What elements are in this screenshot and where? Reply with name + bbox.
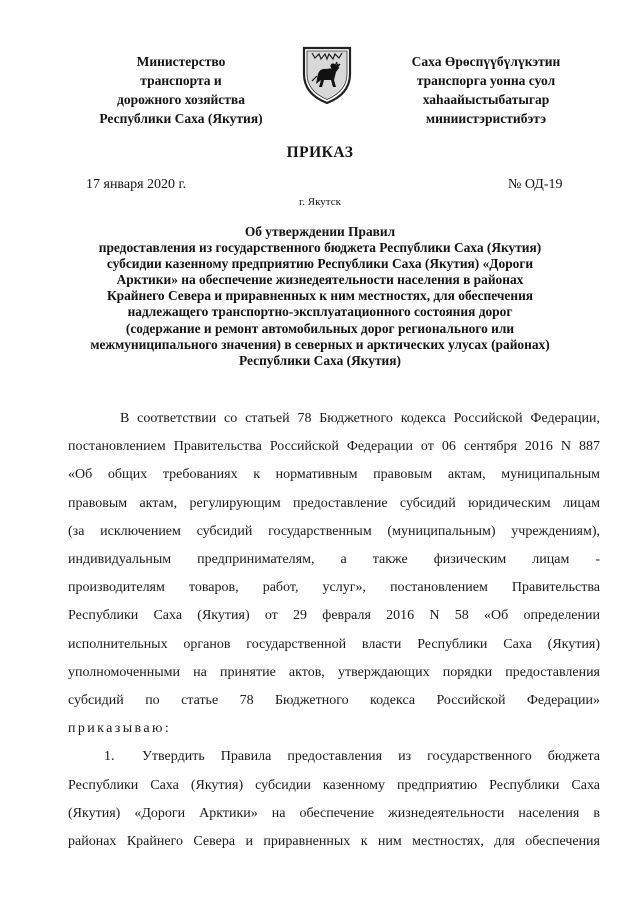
subject-line: Об утверждении Правил [244, 224, 396, 239]
ministry-line: миниистэристибэтэ [425, 111, 547, 126]
body-line: Утвердить Правила предоставления из государственного бюджета [142, 749, 600, 765]
subject-line: субсидии казенному предприятию Республики Саха (Якутия) «Дороги [106, 256, 534, 272]
ministry-name-yakut [372, 52, 600, 128]
body-line: (Якутия) «Дороги Арктики» на обеспечение жизнедеятельности населения в [68, 805, 600, 821]
order-city: г. Якутск [299, 196, 341, 208]
item-number: 1. [104, 749, 115, 765]
item-1-first-line [68, 743, 600, 771]
ministry-line: дорожного хозяйства [117, 92, 245, 107]
ministry-name-russian [70, 52, 292, 128]
body-line: исполнительных органов государственной власти Республики Саха (Якутия) [68, 636, 600, 652]
ministry-line: Республики Саха (Якутия) [99, 111, 263, 126]
body-line: «Об общих требованиях к нормативным правовым актам, муниципальным [68, 467, 600, 483]
body-line: производителям товаров, работ, услуг», постановлением Правительства [68, 580, 600, 596]
order-body [68, 405, 600, 856]
body-line: районах Крайнего Севера и приравненных к ним местностях, для обеспечения [68, 834, 600, 850]
ministry-line: Саха Өрөспүүбүлүкэтин [411, 54, 561, 69]
subject-line: Арктики» на обеспечение жизнедеятельности населения в районах [116, 272, 524, 288]
ministry-line: транспорга уонна суол [416, 73, 556, 88]
ministry-line: Министерство [136, 54, 226, 69]
order-number: № ОД-19 [508, 177, 563, 192]
body-line: постановлением Правительства Российской Федерации от 06 сентября 2016 N 887 [68, 439, 600, 455]
order-word: приказываю: [68, 721, 172, 737]
subject-line: надлежащего транспортно-эксплуатационного состояния дорог [127, 304, 513, 320]
order-title: ПРИКАЗ [286, 144, 354, 161]
body-line: индивидуальным предпринимателям, а также физическим лицам - [68, 552, 600, 568]
order-date: 17 января 2020 г. [86, 177, 187, 192]
ministry-line: хаһаайыстыбатыгар [422, 92, 550, 107]
body-line: субсидий по статье 78 Бюджетного кодекса Российской Федерации» [68, 693, 600, 709]
body-line: В соответствии со статьей 78 Бюджетного кодекса Российской Федерации, [120, 411, 600, 426]
subject-line: Крайнего Севера и приравненных к ним местностях, для обеспечения [106, 288, 534, 304]
body-line: уполномоченными на принятие актов, утверждающих порядки предоставления [68, 664, 600, 680]
body-line: правовым актам, регулирующим предоставление субсидий юридическим лицам [68, 495, 600, 511]
subject-line: предоставления из государственного бюджета Республики Саха (Якутия) [98, 240, 542, 256]
yakutia-coat-of-arms-icon [298, 44, 356, 106]
body-line: Республики Саха (Якутия) от 29 февраля 2016 N 58 «Об определении [68, 608, 600, 624]
body-line: Республики Саха (Якутия) субсидии казенному предприятию Республики Саха [68, 777, 600, 793]
subject-line: межмуниципального значения) в северных и арктических улусах (районах) [90, 336, 550, 352]
subject-line: (содержание и ремонт автомобильных дорог регионального или [125, 320, 515, 336]
order-subject [52, 224, 588, 369]
body-line: (за исключением субсидий государственным (муниципальным) учреждениям), [68, 523, 600, 539]
ministry-line: транспорта и [140, 73, 222, 88]
subject-line: Республики Саха (Якутия) [239, 352, 401, 368]
